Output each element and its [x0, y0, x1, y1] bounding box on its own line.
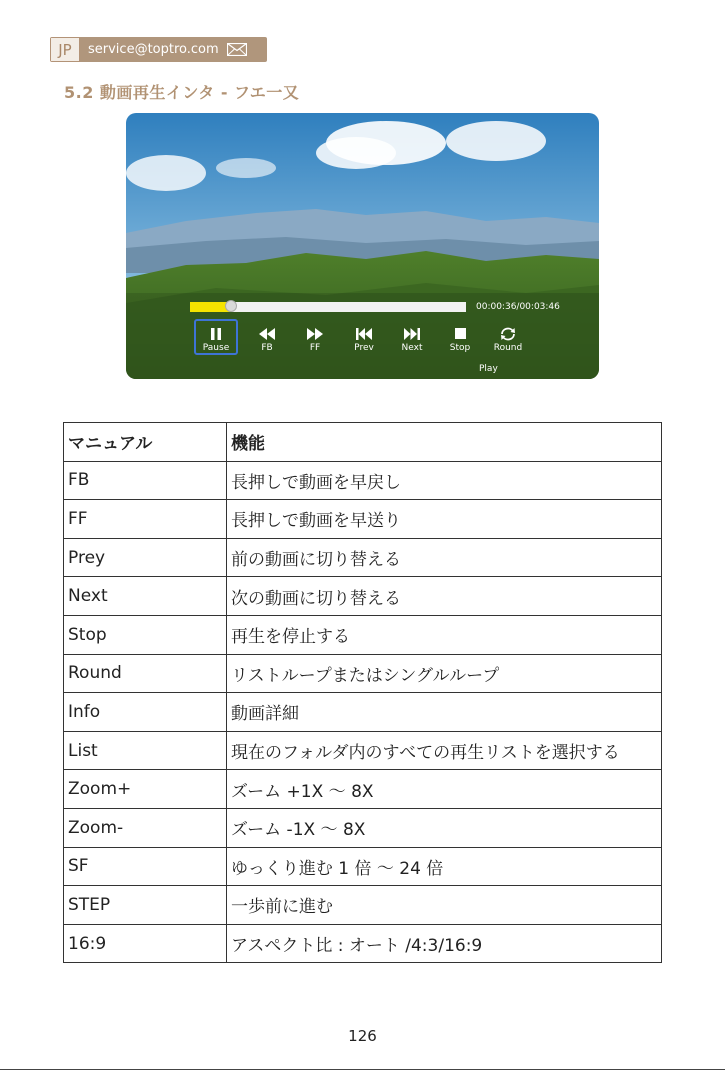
table-row: [64, 461, 662, 500]
progress-handle[interactable]: [225, 300, 237, 312]
table-row: [64, 693, 662, 732]
header-function: 機能: [227, 423, 662, 462]
function-cell: ズーム +1X ～ 8X: [227, 770, 662, 809]
function-cell: 一歩前に進む: [227, 886, 662, 925]
table-row: [64, 770, 662, 809]
manual-cell: Zoom-: [64, 808, 227, 847]
playback-progress-bar[interactable]: [190, 302, 466, 312]
function-cell: 長押しで動画を早送り: [227, 500, 662, 539]
stop-button[interactable]: [438, 327, 482, 353]
fast-forward-icon: [306, 327, 324, 341]
table-row: [64, 538, 662, 577]
language-tag: JP: [50, 37, 80, 62]
function-cell: 再生を停止する: [227, 615, 662, 654]
table-row: [64, 924, 662, 963]
function-cell: ズーム -1X ～ 8X: [227, 808, 662, 847]
table-header-row: [64, 423, 662, 462]
table-row: [64, 615, 662, 654]
manual-cell: Stop: [64, 615, 227, 654]
manual-cell: Zoom+: [64, 770, 227, 809]
table-row: [64, 654, 662, 693]
round-label: Round: [493, 343, 523, 353]
function-cell: 動画詳細: [227, 693, 662, 732]
table-row: [64, 577, 662, 616]
function-cell: アスペクト比 : オート /4:3/16:9: [227, 924, 662, 963]
header-manual: マニュアル: [64, 423, 227, 462]
manual-cell: List: [64, 731, 227, 770]
round-button[interactable]: [486, 327, 530, 353]
table-row: [64, 886, 662, 925]
pause-icon: [207, 327, 225, 341]
manual-cell: Next: [64, 577, 227, 616]
email-label: [80, 37, 267, 62]
manual-cell: Prey: [64, 538, 227, 577]
pause-label: Pause: [202, 343, 230, 353]
stop-icon: [451, 327, 469, 341]
page-number: 126: [348, 1027, 377, 1045]
pause-button[interactable]: [194, 319, 238, 355]
function-cell: 次の動画に切り替える: [227, 577, 662, 616]
contact-badge: [50, 37, 267, 62]
next-button[interactable]: [390, 327, 434, 353]
fast-backward-icon: [258, 327, 276, 341]
function-cell: ゆっくり進む 1 倍 ～ 24 倍: [227, 847, 662, 886]
table-row: [64, 731, 662, 770]
manual-cell: FF: [64, 500, 227, 539]
stop-label: Stop: [449, 343, 471, 353]
manual-cell: Info: [64, 693, 227, 732]
function-cell: 前の動画に切り替える: [227, 538, 662, 577]
ff-button[interactable]: [293, 327, 337, 353]
function-cell: リストループまたはシングルループ: [227, 654, 662, 693]
section-title: 5.2 動画再生インタ - フエ一又: [64, 83, 300, 102]
skip-next-icon: [403, 327, 421, 341]
play-mode-label: Play: [479, 364, 498, 374]
fb-button[interactable]: [245, 327, 289, 353]
function-cell: 長押しで動画を早戻し: [227, 461, 662, 500]
bottom-divider: [0, 1069, 725, 1070]
repeat-icon: [499, 327, 517, 341]
prev-label: Prev: [354, 343, 374, 353]
table-row: [64, 808, 662, 847]
table-row: [64, 847, 662, 886]
time-readout: 00:00:36/00:03:46: [476, 302, 560, 312]
function-table: [63, 422, 662, 963]
table-row: [64, 500, 662, 539]
prev-button[interactable]: [342, 327, 386, 353]
video-player-screenshot: [126, 113, 599, 379]
next-label: Next: [401, 343, 423, 353]
manual-cell: 16:9: [64, 924, 227, 963]
fb-label: FB: [261, 343, 273, 353]
manual-cell: Round: [64, 654, 227, 693]
manual-cell: SF: [64, 847, 227, 886]
function-cell: 現在のフォルダ内のすべての再生リストを選択する: [227, 731, 662, 770]
envelope-icon: [227, 43, 247, 56]
ff-label: FF: [309, 343, 321, 353]
manual-cell: FB: [64, 461, 227, 500]
email-text: service@toptro.com: [88, 42, 219, 57]
skip-previous-icon: [355, 327, 373, 341]
manual-cell: STEP: [64, 886, 227, 925]
